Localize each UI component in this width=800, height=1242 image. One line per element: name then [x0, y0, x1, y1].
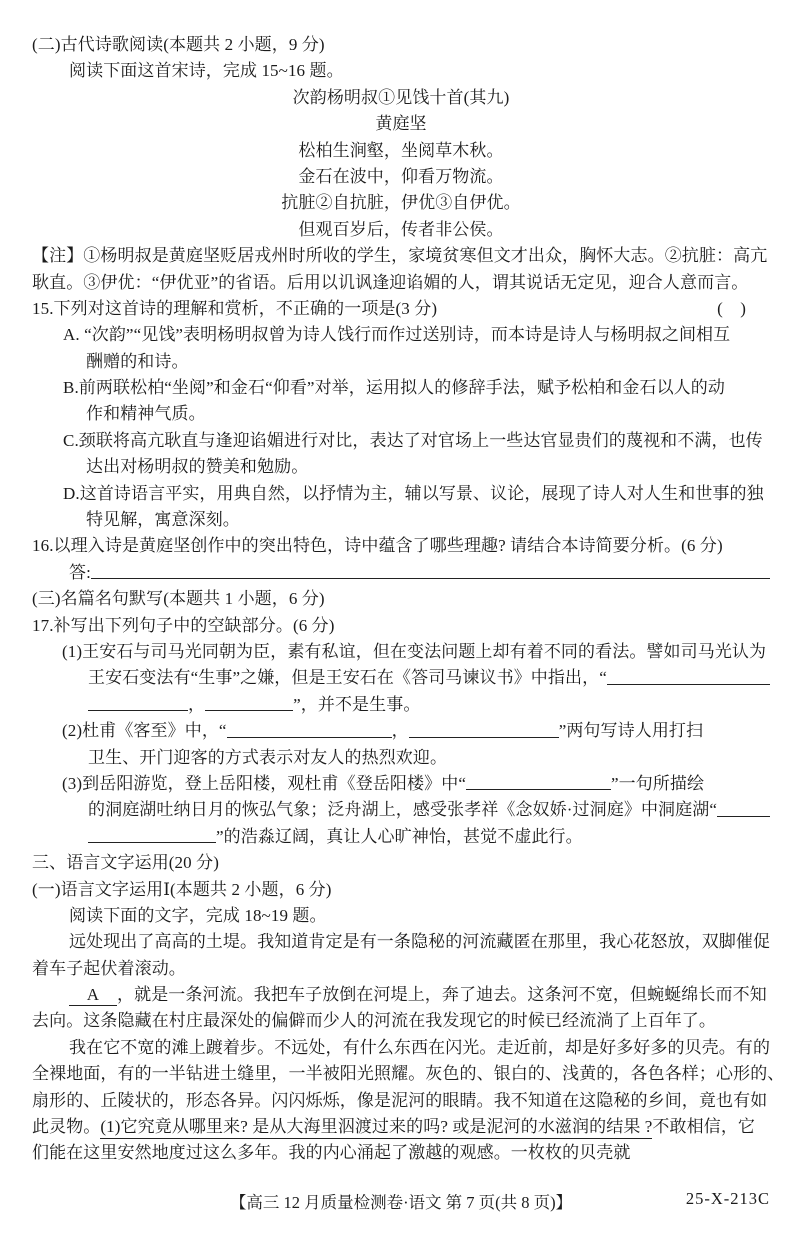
text-line — [32, 320, 770, 346]
text-segment: 特见解，寓意深刻。 — [86, 510, 240, 530]
text-segment: 作和精神气质。 — [86, 404, 206, 424]
answer-blank — [88, 842, 216, 843]
text-segment: 远处现出了高高的土堤。我知道肯定是有一条隐秘的河流藏匿在那里，我心花怒放，双脚催促 — [69, 932, 771, 952]
text-line — [32, 452, 770, 478]
text-segment: (2)杜甫《客至》中，“ — [62, 721, 227, 741]
text-segment: 耿直。③伊优：“伊优亚”的省语。后用以讥讽逢迎谄媚的人，谓其说话无定见，迎合人意而言。 — [32, 272, 749, 292]
footer-page-label: 【高三 12 月质量检测卷·语文 第 7 页(共 8 页)】 — [229, 1192, 573, 1212]
text-line — [32, 1006, 770, 1032]
text-segment: 阅读下面这首宋诗，完成 15~16 题。 — [69, 61, 344, 81]
text-segment: 阅读下面的文字，完成 18~19 题。 — [69, 905, 327, 925]
text-line — [32, 769, 770, 795]
answer-blank — [91, 578, 770, 579]
text-line — [32, 83, 770, 109]
text-segment: D.这首诗语言平实，用典自然，以抒情为主，辅以写景、议论，展现了诗人对人生和世事的独 — [63, 483, 764, 503]
text-segment: 松柏生涧壑，坐阅草木秋。 — [298, 140, 504, 160]
text-line — [32, 399, 770, 425]
text-segment: 次韵杨明叔①见饯十首(其九) — [292, 87, 510, 107]
text-segment: 但观百岁后，传者非公侯。 — [298, 219, 504, 239]
answer-blank — [227, 737, 392, 738]
text-line — [32, 162, 770, 188]
text-line — [32, 479, 770, 505]
text-segment: 黄庭坚 — [375, 114, 427, 134]
text-segment: 王安石变法有“生事”之嫌，但是王安石在《答司马谏议书》中指出，“ — [88, 668, 607, 688]
text-line — [32, 716, 770, 742]
text-segment: 17.补写出下列句子中的空缺部分。(6 分) — [32, 615, 335, 635]
text-line — [32, 241, 770, 267]
text-segment: ， — [188, 694, 206, 714]
text-line — [32, 558, 770, 584]
underlined-text: (1)它究竟从哪里来? 是从大海里泅渡过来的吗? 或是泥河的水滋润的结果 ? — [100, 1112, 652, 1139]
text-segment: (二)古代诗歌阅读(本题共 2 小题，9 分) — [32, 35, 325, 54]
text-line — [32, 901, 770, 927]
text-segment: 抗脏②自抗脏，伊优③自伊优。 — [281, 193, 521, 213]
text-line — [32, 611, 770, 637]
footer-paper-code: 25-X-213C — [685, 1188, 770, 1208]
text-segment: 的洞庭湖吐纳日月的恢弘气象；泛舟湖上，感受张孝祥《念奴娇·过洞庭》中洞庭湖“ — [88, 800, 718, 820]
text-segment: ”两句写诗人用打扫 — [558, 721, 704, 741]
text-segment: 三、语言文字运用(20 分) — [32, 853, 219, 873]
answer-blank — [409, 737, 559, 738]
text-line — [32, 875, 770, 901]
answer-blank — [607, 684, 770, 685]
text-line — [32, 505, 770, 531]
text-line — [32, 743, 770, 769]
text-line — [32, 347, 770, 373]
text-line — [32, 584, 770, 610]
text-line — [32, 188, 770, 214]
text-segment: 卫生、开门迎客的方式表示对友人的热烈欢迎。 — [88, 747, 448, 767]
text-line — [32, 795, 770, 821]
page-footer — [32, 1189, 770, 1215]
answer-blank — [466, 789, 611, 790]
text-line — [32, 215, 770, 241]
text-segment: 酬赠的和诗。 — [86, 351, 189, 371]
text-segment: (一)语言文字运用Ⅰ(本题共 2 小题，6 分) — [32, 879, 332, 899]
text-line — [32, 927, 770, 953]
text-line — [32, 663, 770, 689]
text-line — [32, 1138, 770, 1164]
text-line — [32, 426, 770, 452]
answer-blank — [205, 710, 293, 711]
text-line — [32, 954, 770, 980]
text-segment: (三)名篇名句默写(本题共 1 小题，6 分) — [32, 589, 325, 609]
text-line — [32, 136, 770, 162]
text-segment: (3)到岳阳游览，登上岳阳楼，观杜甫《登岳阳楼》中“ — [62, 773, 466, 793]
text-segment: ”一句所描绘 — [610, 773, 705, 793]
text-line — [32, 1086, 770, 1112]
text-line — [32, 1033, 770, 1059]
text-segment: 达出对杨明叔的赞美和勉励。 — [86, 457, 309, 477]
text-line — [32, 373, 770, 399]
text-segment: 不敢相信，它 — [652, 1117, 756, 1137]
text-line — [32, 690, 770, 716]
text-line — [32, 1059, 785, 1085]
text-segment: ， — [391, 721, 409, 741]
text-segment: 扇形的、丘陵状的，形态各异。闪闪烁烁，像是泥河的眼睛。我不知道在这隐秘的乡间，竟也有如 — [32, 1090, 768, 1110]
text-line — [32, 30, 770, 56]
text-line — [32, 109, 770, 135]
text-segment: 答: — [69, 562, 91, 582]
text-segment: 全裸地面，有的一半钻进土缝里，一半被阳光照耀。灰色的、银白的、浅黄的，各色各样；心形的、 — [32, 1064, 785, 1084]
text-segment: 金石在波中，仰看万物流。 — [298, 166, 504, 186]
text-line — [32, 268, 770, 294]
text-line — [32, 848, 770, 874]
text-segment: ”的浩淼辽阔，真让人心旷神怡，甚觉不虚此行。 — [216, 826, 583, 846]
answer-blank — [717, 816, 770, 817]
text-segment: 去向。这条隐藏在村庄最深处的偏僻而少人的河流在我发现它的时候已经流淌了上百年了。 — [32, 1011, 716, 1031]
text-segment: 们能在这里安然地度过这么多年。我的内心涌起了激越的观感。一枚枚的贝壳就 — [32, 1143, 631, 1163]
text-line — [32, 56, 770, 82]
text-line — [32, 294, 770, 320]
text-segment: B.前两联松柏“坐阅”和金石“仰看”对举，运用拟人的修辞手法，赋予松柏和金石以人的动 — [63, 378, 725, 398]
text-segment: ( ) — [717, 298, 746, 318]
text-segment: C.颈联将高亢耿直与逢迎谄媚进行对比，表达了对官场上一些达官显贵们的蔑视和不满，也传 — [63, 430, 763, 450]
page-body — [32, 30, 785, 1165]
text-segment: (1)王安石与司马光同朝为臣，素有私谊，但在变法问题上却有着不同的看法。譬如司马光认为 — [62, 641, 767, 661]
text-line — [32, 637, 770, 663]
text-segment: A. “次韵”“见饯”表明杨明叔曾为诗人饯行而作过送别诗，而本诗是诗人与杨明叔之间相互 — [63, 325, 731, 345]
text-segment: 着车子起伏着滚动。 — [32, 958, 186, 978]
text-segment: 此灵物。 — [32, 1117, 101, 1137]
text-segment: 16.以理入诗是黄庭坚创作中的突出特色，诗中蕴含了哪些理趣? 请结合本诗简要分析。(6 分) — [32, 536, 723, 556]
text-line — [32, 980, 770, 1006]
text-segment: ，就是一条河流。我把车子放倒在河堤上，奔了迪去。这条河不宽，但蜿蜒绵长而不知 — [117, 985, 767, 1005]
text-segment: 15.下列对这首诗的理解和赏析，不正确的一项是(3 分) — [32, 298, 438, 318]
answer-blank — [88, 710, 188, 711]
labeled-answer-blank: A — [69, 985, 117, 1006]
text-line — [32, 822, 770, 848]
text-segment: ”，并不是生事。 — [293, 694, 421, 714]
text-line — [32, 531, 770, 557]
text-segment: 我在它不宽的滩上踱着步。不远处，有什么东西在闪光。走近前，却是好多好多的贝壳。有的 — [69, 1037, 771, 1057]
text-line — [32, 1112, 770, 1138]
text-segment: 【注】①杨明叔是黄庭坚贬居戎州时所收的学生，家境贫寒但文才出众，胸怀大志。②抗脏：高亢 — [32, 246, 768, 266]
